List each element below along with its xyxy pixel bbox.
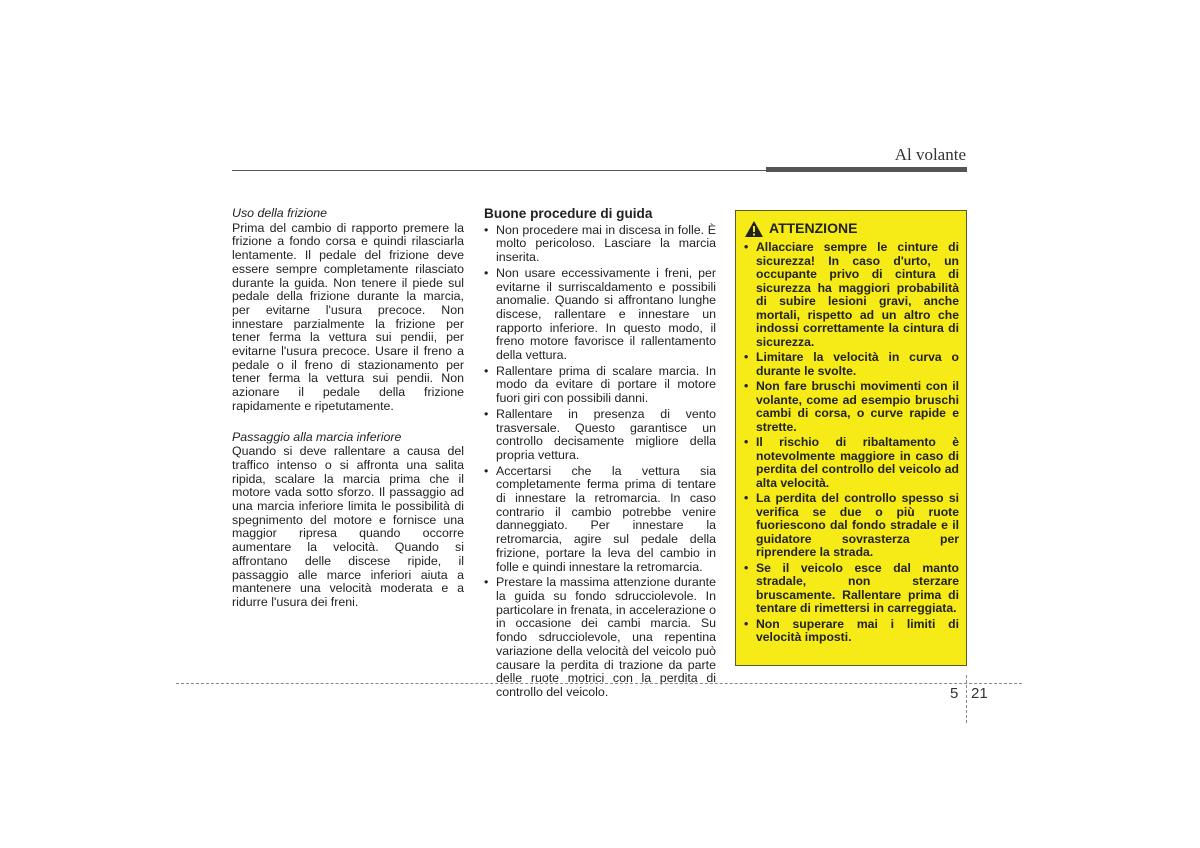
list-item — [744, 492, 959, 560]
list-item — [744, 562, 959, 616]
bullet-icon: • — [484, 265, 489, 280]
left-column — [232, 207, 464, 627]
footer-vertical-divider — [966, 675, 967, 723]
list-item-text: Non procedere mai in discesa in folle. È molto pericoloso. Lasciare la marcia inserita. — [496, 222, 716, 265]
list-item-text: Non superare mai i limiti di velocità imposti. — [756, 616, 959, 644]
section-downshift — [232, 431, 464, 610]
list-item-text: Il rischio di ribaltamento è notevolmente maggiore in caso di perdita del controllo del veicolo ad alta velocità. — [756, 435, 959, 490]
section-subtitle: Uso della frizione — [232, 206, 328, 220]
header-accent-bar — [766, 167, 967, 172]
section-title: Buone procedure di guida — [484, 206, 653, 221]
list-item — [744, 351, 959, 378]
list-item — [744, 618, 959, 645]
warning-header — [744, 220, 959, 238]
list-item-text: La perdita del controllo spesso si verifica se due o più ruote fuoriescono dal fondo stradale e il guidatore sovrasterza per riprendere la strada. — [756, 491, 959, 559]
page-header-title: Al volante — [894, 145, 966, 164]
bullet-icon: • — [484, 406, 489, 421]
list-item — [484, 224, 716, 265]
bullet-icon: • — [744, 240, 749, 254]
footer-divider — [176, 683, 1022, 684]
warning-title: ATTENZIONE — [769, 220, 858, 237]
list-item — [744, 241, 959, 349]
warning-box — [735, 210, 967, 666]
list-item — [744, 380, 959, 434]
middle-column — [484, 207, 716, 702]
page-number: 21 — [971, 685, 988, 702]
list-item — [484, 365, 716, 406]
warning-list — [744, 241, 959, 645]
section-paragraph: Prima del cambio di rapporto premere la frizione a fondo corsa e quindi rilasciarla lentamente. Il pedale del frizione deve essere sempre completamente rilasciato durante la guida. Non tenere il piede sul pedale della frizione durante la marcia, per evitarne l'usura precoce. Non innestare parzialmente la frizione per tener ferma la vettura sui pendii, per evitarne l'usura precoce. Usare il freno a pedale o il freno di stazionamento per tener ferma la vettura sui pendii. Non azionare il pedale della frizione rapidamente e ripetutamente. — [232, 220, 464, 413]
bullet-icon: • — [744, 491, 749, 505]
driving-tips-list — [484, 224, 716, 700]
section-paragraph: Quando si deve rallentare a causa del traffico intenso o si affronta una salita ripida, scalare la marcia prima che il motore vada sotto sforzo. Il passaggio ad una marcia inferiore limita le possibilità di spegnimento del motore e fornisce una maggior ripresa quando occorre aumentare la velocità. Quando si affrontano delle discese ripide, il passaggio alle marce inferiori aiuta a mantenere una velocità moderata e a ridurre l'usura dei freni. — [232, 444, 464, 609]
list-item-text: Prestare la massima attenzione durante la guida su fondo sdrucciolevole. In particolare in frenata, in accelerazione o in occasione dei cambi marcia. Su fondo sdrucciolevole, una repentina variazione della velocità del veicolo può causare la perdita di trazione da parte delle ruote motrici con la perdita di controllo del veicolo. — [496, 575, 716, 699]
list-item — [484, 465, 716, 575]
bullet-icon: • — [744, 350, 749, 364]
list-item-text: Se il veicolo esce dal manto stradale, non sterzare bruscamente. Rallentare prima di tentare di rimettersi in carreggiata. — [756, 560, 959, 615]
list-item-text: Non usare eccessivamente i freni, per evitarne il surriscaldamento e possibili anomalie. Quando si affrontano lunghe discese, rallentare e innestare un rapporto inferiore. In questo modo, il freno motore favorisce il rallentamento della vettura. — [496, 265, 716, 363]
list-item — [484, 408, 716, 463]
bullet-icon: • — [484, 575, 489, 590]
list-item-text: Accertarsi che la vettura sia completamente ferma prima di tentare di innestare la retromarcia. In caso contrario il cambio potrebbe venire danneggiato. Per innestare la retromarcia, agire sul pedale della frizione, portare la leva del cambio in folle e quindi innestare la retromarcia. — [496, 463, 716, 574]
warning-triangle-icon — [744, 220, 764, 238]
bullet-icon: • — [744, 616, 749, 631]
bullet-icon: • — [484, 363, 489, 378]
list-item-text: Rallentare prima di scalare marcia. In modo da evitare di portare il motore fuori giri con possibili danni. — [496, 363, 716, 406]
section-number: 5 — [950, 685, 959, 702]
list-item-text: Non fare bruschi movimenti con il volante, come ad esempio bruschi cambi di corsa, o curve rapide e strette. — [756, 379, 959, 434]
bullet-icon: • — [744, 560, 749, 575]
list-item — [484, 267, 716, 363]
list-item-text: Rallentare in presenza di vento trasversale. Questo garantisce un controllo decisamente migliore della propria vettura. — [496, 406, 716, 462]
list-item — [484, 576, 716, 699]
list-item-text: Limitare la velocità in curva o durante le svolte. — [756, 350, 959, 378]
section-clutch — [232, 207, 464, 414]
bullet-icon: • — [484, 222, 489, 237]
section-subtitle: Passaggio alla marcia inferiore — [232, 429, 402, 444]
bullet-icon: • — [744, 379, 749, 393]
list-item-text: Allacciare sempre le cinture di sicurezza! In caso d'urto, un occupante privo di cintura di sicurezza ha maggiori probabilità di subire lesioni gravi, anche mortali, rispetto ad un altro che indossi correttamente la cintura di sicurezza. — [756, 240, 959, 349]
bullet-icon: • — [484, 463, 489, 478]
bullet-icon: • — [744, 435, 749, 449]
list-item — [744, 436, 959, 490]
